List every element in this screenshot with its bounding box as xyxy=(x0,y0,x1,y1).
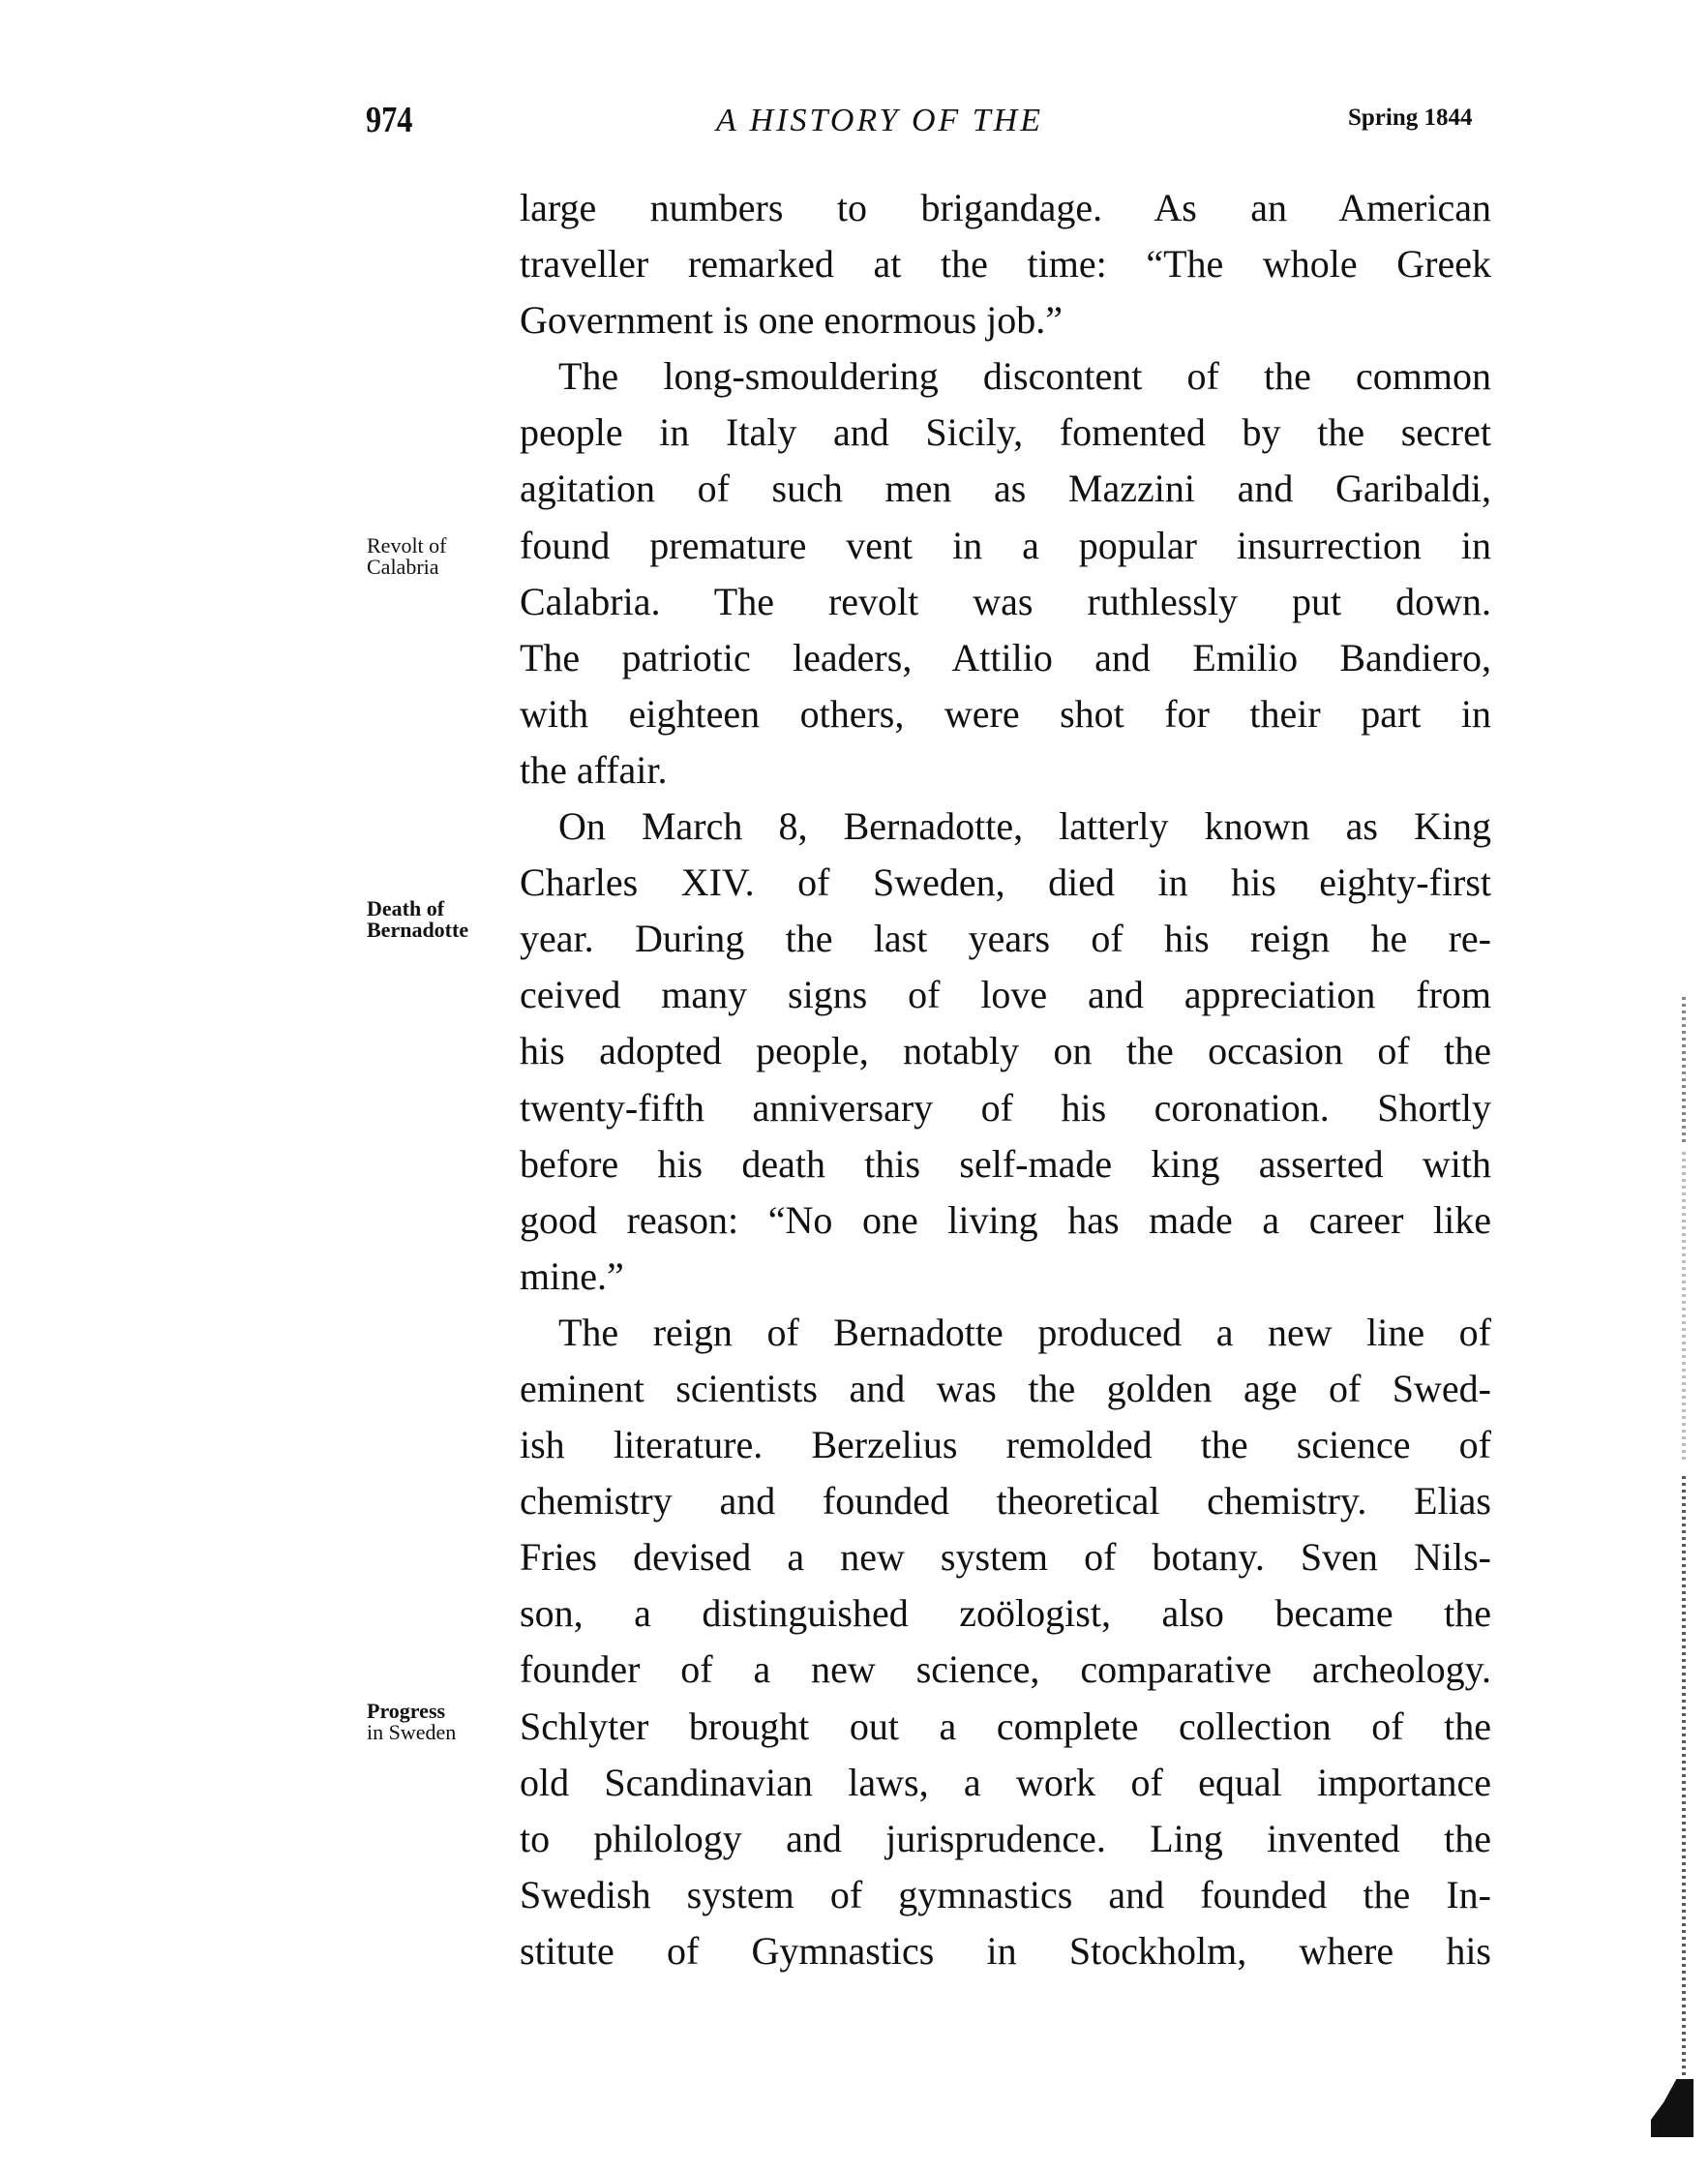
body-text xyxy=(520,180,1491,1979)
text-line: large numbers to brigandage. As an American xyxy=(520,186,1491,229)
text-line: old Scandinavian laws, a work of equal importance xyxy=(520,1760,1491,1804)
marginal-note-line: Bernadotte xyxy=(367,918,469,942)
text-line: ish literature. Berzelius remolded the science of xyxy=(520,1423,1491,1467)
text-line: good reason: “No one living has made a career like xyxy=(520,1197,1491,1242)
text-line: Schlyter brought out a complete collection of the xyxy=(520,1704,1491,1748)
text-line: mine.” xyxy=(520,1253,624,1298)
text-line: before his death this self-made king asserted with xyxy=(520,1141,1491,1186)
scan-edge-artifact xyxy=(1682,997,1686,1142)
text-line: Fries devised a new system of botany. Sven Nils- xyxy=(520,1535,1491,1580)
text-line: ceived many signs of love and appreciation from xyxy=(520,973,1491,1017)
marginal-note-line: Death of xyxy=(367,896,445,920)
text-line: The reign of Bernadotte produced a new line of xyxy=(558,1310,1491,1354)
scan-edge-artifact xyxy=(1682,1152,1686,1462)
marginal-note-line: Progress xyxy=(367,1699,446,1723)
text-line: with eighteen others, were shot for their part in xyxy=(520,691,1491,736)
text-line: eminent scientists and was the golden age of Swed- xyxy=(520,1366,1491,1410)
running-title: A HISTORY OF THE xyxy=(716,103,1043,138)
text-line: son, a distinguished zoölogist, also became the xyxy=(520,1591,1491,1636)
text-line: agitation of such men as Mazzini and Garibaldi, xyxy=(520,467,1491,511)
text-line: Calabria. The revolt was ruthlessly put down. xyxy=(520,579,1491,623)
marginal-note-revolt-of-calabria xyxy=(367,535,447,578)
text-line: people in Italy and Sicily, fomented by the secret xyxy=(520,410,1491,455)
text-line: On March 8, Bernadotte, latterly known as King xyxy=(558,804,1491,849)
text-line: Government is one enormous job.” xyxy=(520,298,1063,343)
marginal-note-line: in Sweden xyxy=(367,1720,457,1744)
text-line: Charles XIV. of Sweden, died in his eighty-first xyxy=(520,860,1491,905)
text-line: to philology and jurisprudence. Ling invented the xyxy=(520,1816,1491,1860)
text-line: twenty-fifth anniversary of his coronation. Shortly xyxy=(520,1085,1491,1130)
text-line: year. During the last years of his reign he re- xyxy=(520,917,1491,961)
scan-edge-blot xyxy=(1651,2079,1693,2137)
text-line: traveller remarked at the time: “The whole Greek xyxy=(520,242,1491,287)
text-line: Swedish system of gymnastics and founded the In- xyxy=(520,1872,1491,1916)
text-line: the affair. xyxy=(520,747,668,792)
text-line: found premature vent in a popular insurrection in xyxy=(520,523,1491,567)
text-line: The patriotic leaders, Attilio and Emilio Bandiero, xyxy=(520,635,1491,679)
text-line: stitute of Gymnastics in Stockholm, where his xyxy=(520,1928,1491,1973)
marginal-note-death-of-bernadotte xyxy=(367,898,468,941)
text-line: his adopted people, notably on the occasion of the xyxy=(520,1029,1491,1073)
marginal-note-line: Calabria xyxy=(367,555,439,579)
marginal-note-progress-in-sweden xyxy=(367,1701,456,1743)
text-line: The long-smouldering discontent of the common xyxy=(558,354,1491,399)
scan-edge-artifact xyxy=(1682,1476,1686,2076)
marginal-note-line: Revolt of xyxy=(367,533,447,558)
running-date: Spring 1844 xyxy=(1348,105,1473,131)
page-number: 974 xyxy=(366,100,413,140)
text-line: founder of a new science, comparative archeology. xyxy=(520,1647,1491,1692)
text-line: chemistry and founded theoretical chemistry. Elias xyxy=(520,1479,1491,1523)
